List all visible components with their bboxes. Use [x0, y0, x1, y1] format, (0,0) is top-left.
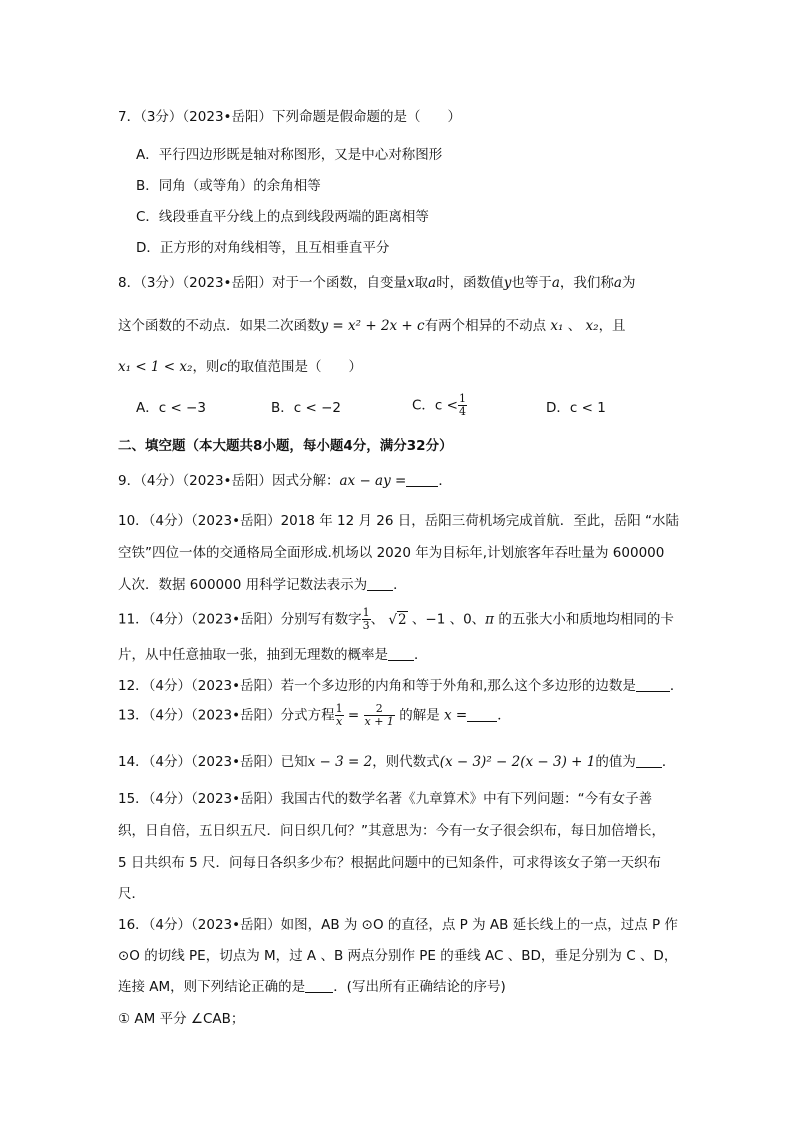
q11-sqrt: √2: [388, 611, 407, 628]
q16-item-1: ① AM 平分 ∠CAB；: [118, 1011, 245, 1027]
q8-option-d: D．c < 1: [546, 400, 606, 416]
q7-option-d: D．正方形的对角线相等，且互相垂直平分: [136, 240, 390, 256]
q16-line-1: 16．（4分）（2023•岳阳）如图，AB 为 ⊙O 的直径，点 P 为 AB 延长线上的一点，过点 P 作: [118, 917, 678, 933]
q13-right-fraction: $\frac{2}{x + 1}$: [364, 702, 394, 728]
q15-line-2: 织，日自倍，五日织五尺．问日织几何？”其意思为：今有一女子很会织布，每日加倍增长，: [118, 823, 665, 839]
q8-option-a: A．c < −3: [136, 400, 206, 416]
q7-option-a: A．平行四边形既是轴对称图形，又是中心对称图形: [136, 147, 443, 163]
q15-line-4: 尺．: [118, 886, 145, 902]
q10-line-2: 空铁”四位一体的交通格局全面形成.机场以 2020 年为目标年,计划旅客年吞吐量为 600000: [118, 545, 665, 561]
q8-line-3: x₁ < 1 < x₂，则c的取值范围是（ ）: [118, 359, 362, 375]
q11-line-2: 片，从中任意抽取一张，抽到无理数的概率是 ．: [118, 647, 428, 663]
q9: 9．（4分）（2023•岳阳）因式分解：ax − ay = ．: [118, 473, 452, 489]
q7-stem: 7．（3分）（2023•岳阳）下列命题是假命题的是（ ）: [118, 109, 461, 125]
q10-line-3: 人次．数据 600000 用科学记数法表示为 ．: [118, 577, 407, 593]
q8-option-b: B．c < −2: [271, 400, 341, 416]
q8-option-c-fraction: $\frac{1}{4}$: [458, 392, 466, 418]
q11-fraction: $\frac{1}{3}$: [362, 606, 370, 632]
q12: 12．（4分）（2023•岳阳）若一个多边形的内角和等于外角和,那么这个多边形的边数是 ．: [118, 678, 684, 694]
q8-line-2: 这个函数的不动点．如果二次函数y = x² + 2x + c有两个相异的不动点 x₁ 、 x₂，且: [118, 318, 626, 334]
q14: 14．（4分）（2023•岳阳）已知x − 3 = 2，则代数式(x − 3)² − 2(x − 3) + 1的值为 ．: [118, 754, 676, 770]
q7-option-b: B．同角（或等角）的余角相等: [136, 178, 321, 194]
q7-option-c: C．线段垂直平分线上的点到线段两端的距离相等: [136, 209, 429, 225]
q13: 13．（4分）（2023•岳阳）分式方程 $\frac{1}{x}$ = $\frac{2}{x + 1}$ 的解是 x = ．: [118, 702, 511, 728]
section-2-heading: 二、填空题（本大题共8小题，每小题4分，满分32分）: [118, 438, 453, 454]
q8-option-c: C．c < $\frac{1}{4}$: [412, 392, 466, 418]
q15-line-1: 15．（4分）（2023•岳阳）我国古代的数学名著《九章算术》中有下列问题：“今有女子善: [118, 791, 653, 807]
q10-line-1: 10．（4分）（2023•岳阳）2018 年 12 月 26 日，岳阳三荷机场完成首航．至此，岳阳 “水陆: [118, 513, 680, 529]
q8-line-1: 8．（3分）（2023•岳阳）对于一个函数，自变量x取a时，函数值y也等于a，我们称a为: [118, 275, 636, 291]
q15-line-3: 5 日共织布 5 尺．问每日各织多少布？根据此问题中的已知条件，可求得该女子第一天织布: [118, 855, 662, 871]
q16-line-2: ⊙O 的切线 PE，切点为 M，过 A 、B 两点分别作 PE 的垂线 AC 、BD，垂足分别为 C 、D，: [118, 948, 678, 964]
q16-line-3: 连接 AM，则下列结论正确的是 ．(写出所有正确结论的序号): [118, 979, 506, 995]
q13-left-fraction: $\frac{1}{x}$: [335, 702, 343, 728]
q11-line-1: 11．（4分）（2023•岳阳）分别写有数字 $\frac{1}{3}$ 、 √2 、−1 、0、π 的五张大小和质地均相同的卡: [118, 606, 674, 632]
